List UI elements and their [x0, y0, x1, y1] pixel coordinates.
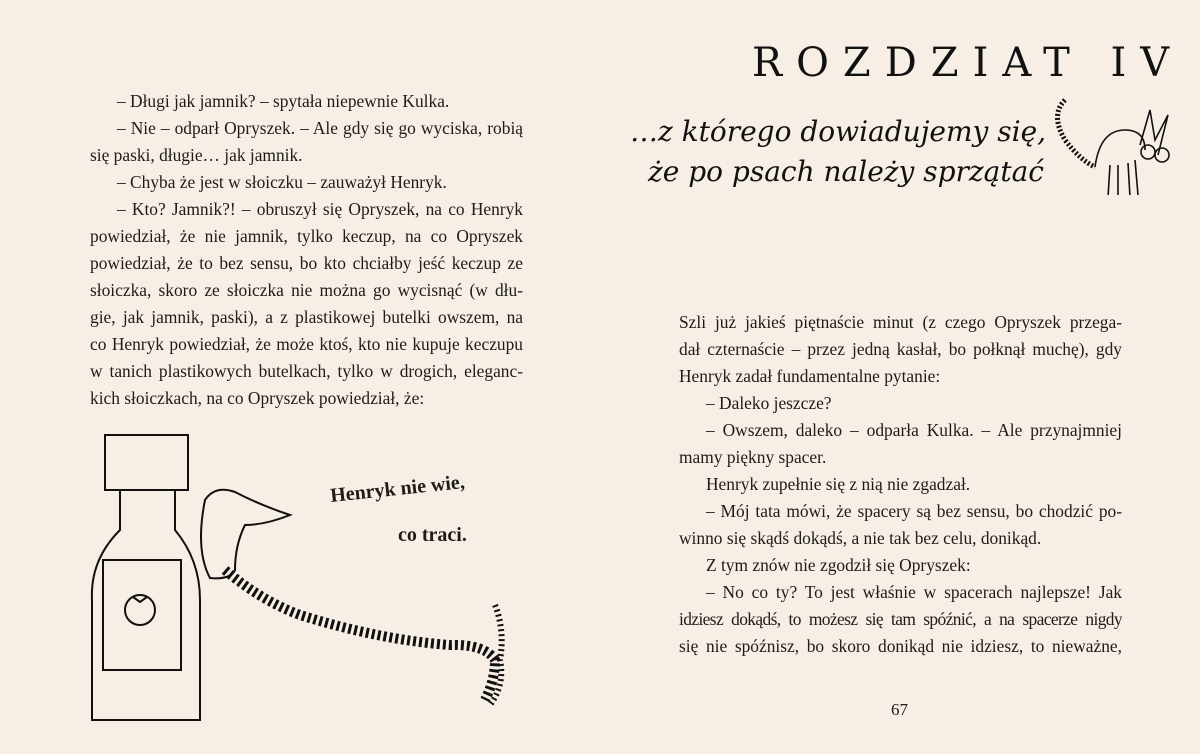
left-page-text	[90, 88, 523, 412]
dog-head	[201, 490, 290, 579]
text-line: kich słoiczkach, na co Opryszek powiedział, że:	[90, 388, 425, 408]
bottle-body	[92, 490, 200, 720]
illustration-caption-line2: co traci.	[398, 524, 467, 546]
text-line: powiedział, że nie jamnik, tylko keczup, na co Opryszek	[90, 226, 523, 246]
bottle-label	[103, 560, 181, 670]
bottle-cap	[105, 435, 188, 490]
text-line: się nie spóźnisz, bo skoro donikąd nie idziesz, to nieważne,	[679, 636, 1122, 656]
text-line: dał czternaście – przez jedną kasłał, bo połknął muchę), gdy	[679, 339, 1122, 359]
text-line: gie, jak jamnik, paski), a z plastikowej butelki owszem, na	[90, 307, 523, 327]
ketchup-bottle-and-dog-illustration	[0, 430, 560, 730]
text-line: – Daleko jeszcze?	[706, 393, 832, 413]
chapter-title: ROZDZIAT IV	[752, 40, 1184, 86]
text-line: Z tym znów nie zgodził się Opryszek:	[706, 555, 971, 575]
dog-long-body	[225, 570, 495, 700]
text-line: – Owszem, daleko – odparła Kulka. – Ale przynajmniej	[706, 420, 1122, 440]
chapter-subtitle-line2: że po psach należy sprzątać	[648, 155, 1044, 188]
text-line: mamy piękny spacer.	[679, 447, 827, 467]
page-number: 67	[891, 700, 908, 719]
illustration-caption-line1: Henryk nie wie,	[329, 471, 466, 507]
text-line: winno się skądś dokądś, a nie tak bez celu, donikąd.	[679, 528, 1042, 548]
text-line: powiedział, że to bez sensu, bo kto chciałby jeść keczup ze	[90, 253, 523, 273]
dog-sketch-illustration	[1040, 85, 1170, 195]
text-line: Henryk zupełnie się z nią nie zgadzał.	[706, 474, 971, 494]
text-line: – Długi jak jamnik? – spytała niepewnie Kulka.	[117, 91, 450, 111]
text-line: się paski, długie… jak jamnik.	[90, 145, 303, 165]
text-line: Henryk zadał fundamentalne pytanie:	[679, 366, 941, 386]
text-line: co Henryk powiedział, że może ktoś, kto nie kupuje keczupu	[90, 334, 523, 354]
right-page-text	[679, 309, 1122, 660]
text-line: słoiczka, skoro ze słoiczka nie można go wycisnąć (w dłu-	[90, 280, 523, 300]
chapter-subtitle-line1: …z którego dowiadujemy się,	[630, 115, 1047, 148]
text-line: – Chyba że jest w słoiczku – zauważył Henryk.	[117, 172, 447, 192]
text-line: – Mój tata mówi, że spacery są bez sensu, bo chodzić po-	[706, 501, 1122, 521]
text-line: – No co ty? To jest właśnie w spacerach najlepsze! Jak	[706, 582, 1122, 602]
text-line: idziesz dokądś, to możesz się tam spóźnić, a na spacerze nigdy	[679, 609, 1122, 629]
text-line: – Nie – odparł Opryszek. – Ale gdy się go wyciska, robią	[117, 118, 523, 138]
tomato-icon	[125, 595, 155, 625]
text-line: Szli już jakieś piętnaście minut (z czego Opryszek przega-	[679, 312, 1122, 332]
text-line: – Kto? Jamnik?! – obruszył się Opryszek, na co Henryk	[117, 199, 523, 219]
text-line: w tanich plastikowych butelkach, tylko w drogich, eleganc-	[90, 361, 523, 381]
